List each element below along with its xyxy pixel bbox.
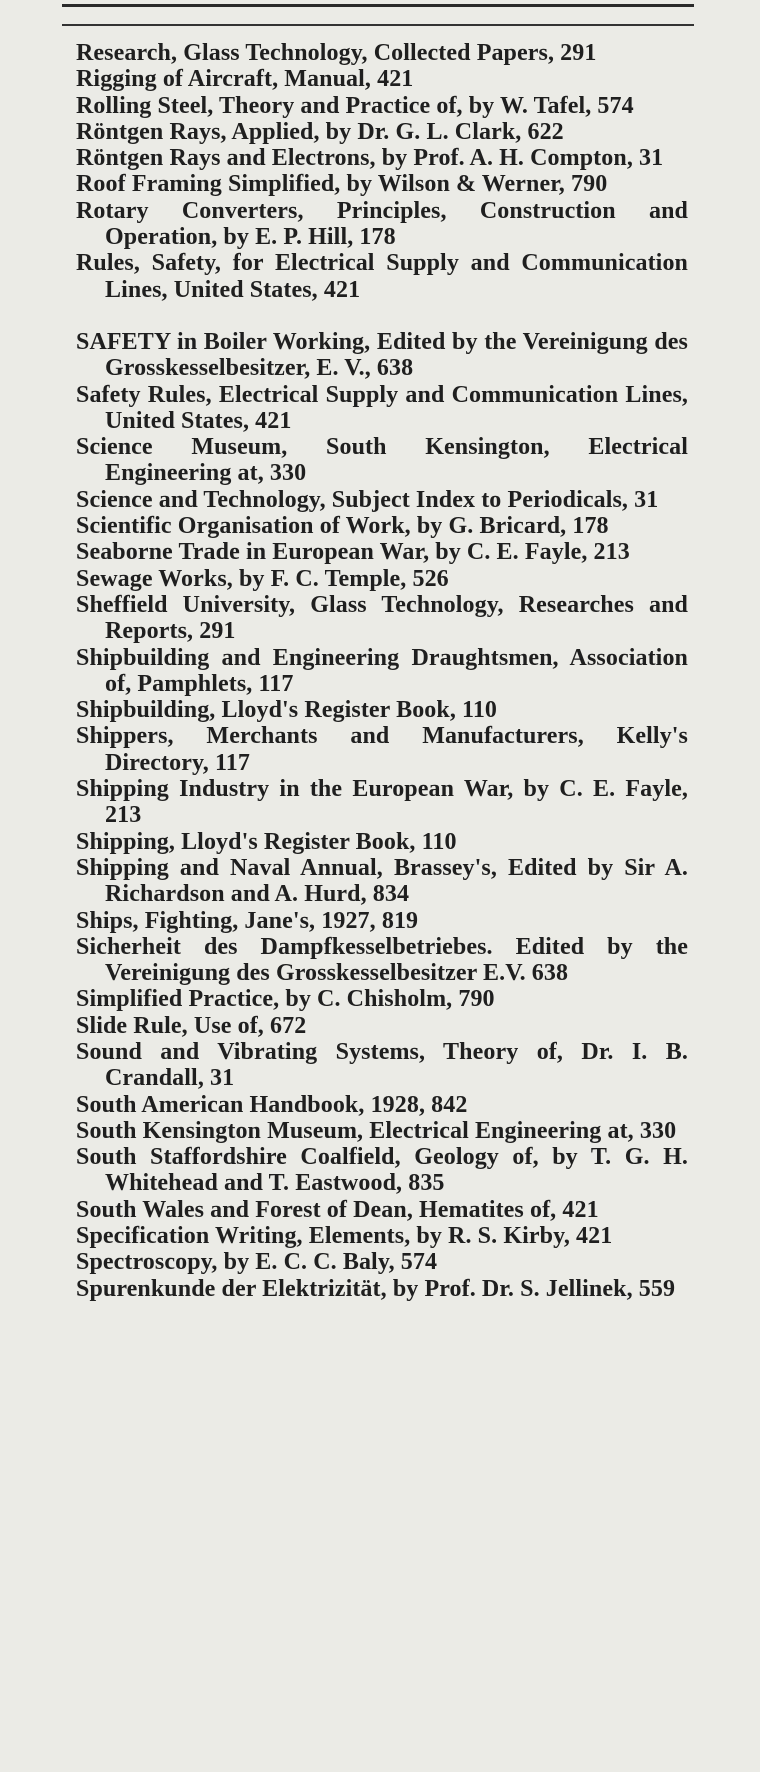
index-entry: Shippers, Merchants and Manufacturers, Kelly's Directory, 117 bbox=[76, 723, 688, 776]
index-entry: South American Handbook, 1928, 842 bbox=[76, 1091, 468, 1118]
index-entry: South Wales and Forest of Dean, Hematites of, 421 bbox=[76, 1196, 599, 1223]
index-entry: Sheffield University, Glass Technology, Researches and Reports, 291 bbox=[76, 591, 688, 645]
index-entry: Rotary Converters, Principles, Construction and Operation, by E. P. Hill, 178 bbox=[76, 197, 688, 251]
index-entry: Specification Writing, Elements, by R. S. Kirby, 421 bbox=[76, 1223, 613, 1250]
index-entry: Rules, Safety, for Electrical Supply and Communication Lines, United States, 421 bbox=[76, 250, 688, 303]
index-entry: Safety Rules, Electrical Supply and Communication Lines, United States, 421 bbox=[76, 381, 688, 434]
index-entry: Scientific Organisation of Work, by G. Bricard, 178 bbox=[76, 513, 609, 540]
index-entry: Simplified Practice, by C. Chisholm, 790 bbox=[76, 986, 495, 1013]
index-entry: Spectroscopy, by E. C. C. Baly, 574 bbox=[76, 1249, 438, 1276]
index-entry: Science and Technology, Subject Index to Periodicals, 31 bbox=[76, 486, 659, 513]
index-entry: Roof Framing Simplified, by Wilson & Werner, 790 bbox=[76, 171, 608, 198]
section-gap bbox=[76, 303, 688, 329]
second-rule bbox=[62, 24, 694, 26]
index-entry: Röntgen Rays and Electrons, by Prof. A. H. Compton, 31 bbox=[76, 145, 664, 172]
index-entry: South Staffordshire Coalfield, Geology of, by T. G. H. Whitehead and T. Eastwood, 835 bbox=[76, 1144, 688, 1197]
index-entry: Rolling Steel, Theory and Practice of, by W. Tafel, 574 bbox=[76, 92, 634, 119]
index-entry: Shipping and Naval Annual, Brassey's, Edited by Sir A. Richardson and A. Hurd, 834 bbox=[76, 854, 688, 908]
index-entry: Sicherheit des Dampfkesselbetriebes. Edited by the Vereinigung des Grosskesselbesitzer E.V. 638 bbox=[76, 933, 688, 987]
index-entry: Sewage Works, by F. C. Temple, 526 bbox=[76, 565, 449, 592]
index-entry: Shipping Industry in the European War, by C. E. Fayle, 213 bbox=[76, 776, 688, 829]
index-entry: Shipbuilding, Lloyd's Register Book, 110 bbox=[76, 697, 498, 724]
index-entry: Ships, Fighting, Jane's, 1927, 819 bbox=[76, 907, 419, 934]
index-entry: South Kensington Museum, Electrical Engineering at, 330 bbox=[76, 1117, 677, 1144]
index-entry: SAFETY in Boiler Working, Edited by the Vereinigung des Grosskesselbesitzer, E. V., 638 bbox=[76, 328, 688, 382]
index-entry: Shipping, Lloyd's Register Book, 110 bbox=[76, 828, 457, 855]
index-entry: Seaborne Trade in European War, by C. E. Fayle, 213 bbox=[76, 539, 630, 566]
index-entry: Rigging of Aircraft, Manual, 421 bbox=[76, 66, 414, 93]
index-entry: Research, Glass Technology, Collected Papers, 291 bbox=[76, 40, 597, 66]
top-rule bbox=[62, 4, 694, 7]
index-entry: Slide Rule, Use of, 672 bbox=[76, 1012, 307, 1039]
index-entry: Sound and Vibrating Systems, Theory of, Dr. I. B. Crandall, 31 bbox=[76, 1038, 688, 1092]
index-entry: Science Museum, South Kensington, Electrical Engineering at, 330 bbox=[76, 434, 688, 487]
index-entry: Spurenkunde der Elektrizität, by Prof. Dr. S. Jellinek, 559 bbox=[76, 1275, 676, 1302]
index-entry: Röntgen Rays, Applied, by Dr. G. L. Clark, 622 bbox=[76, 118, 564, 145]
index-column bbox=[76, 40, 688, 1302]
index-entry: Shipbuilding and Engineering Draughtsmen, Association of, Pamphlets, 117 bbox=[76, 644, 688, 697]
